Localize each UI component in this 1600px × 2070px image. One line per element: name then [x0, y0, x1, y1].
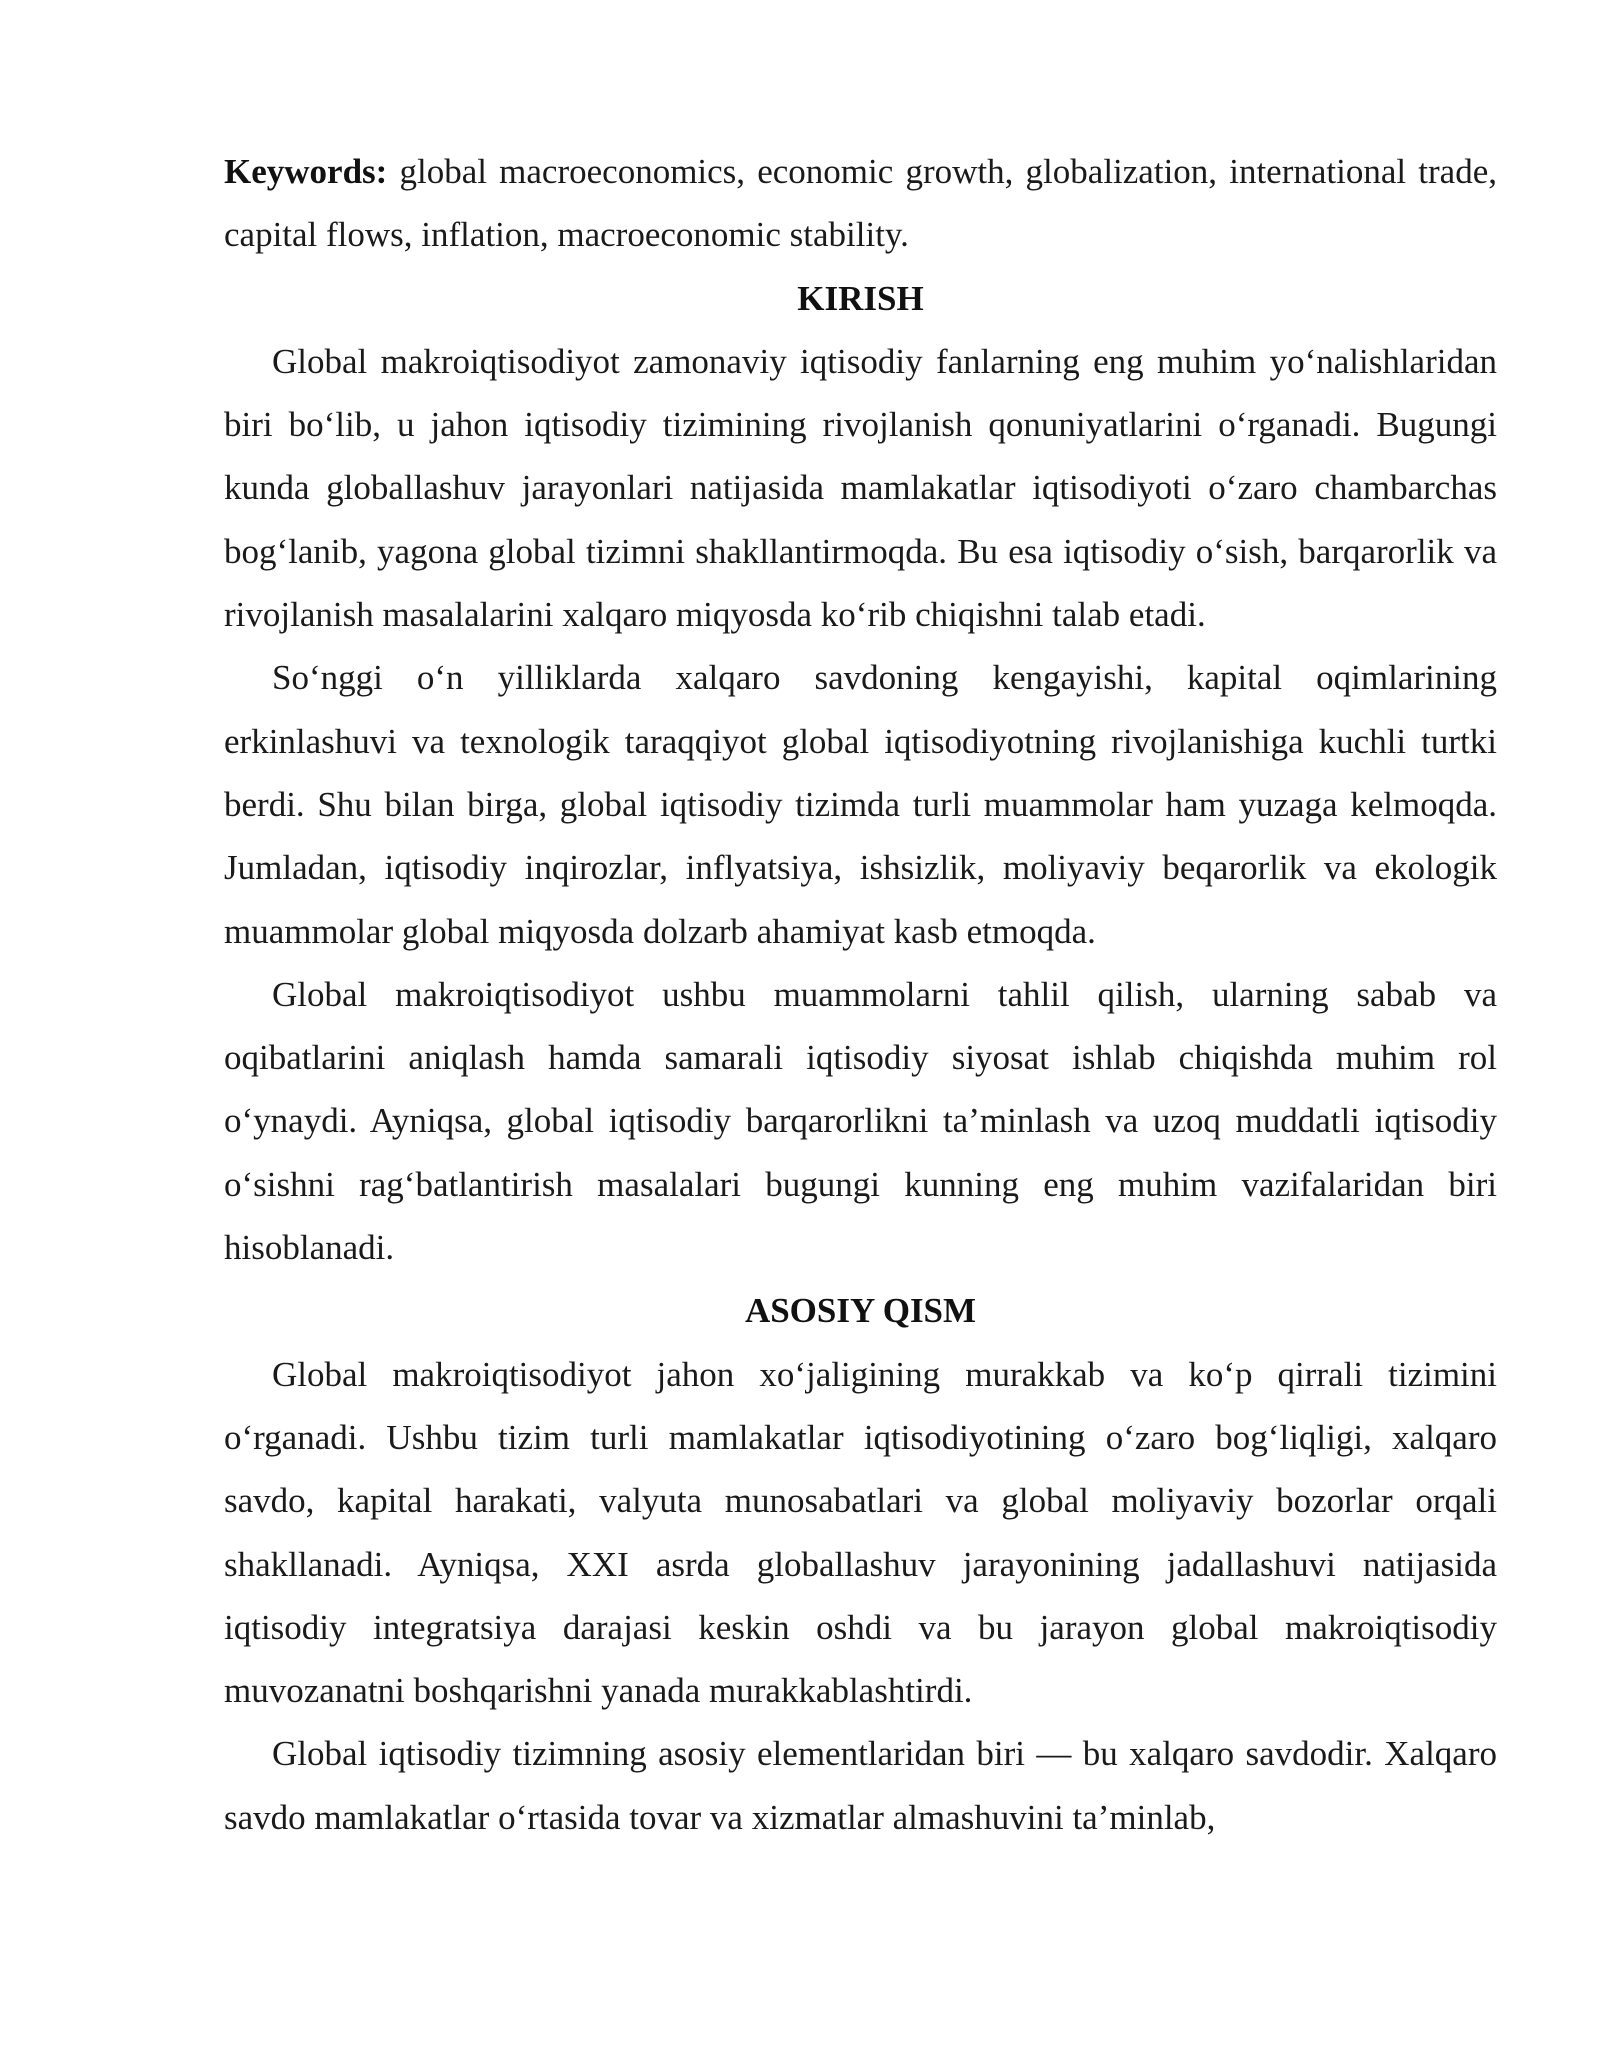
keywords-label: Keywords: [224, 152, 388, 191]
section-heading-asosiy-qism: ASOSIY QISM [744, 1291, 977, 1331]
section-heading-kirish: KIRISH [797, 278, 924, 318]
body-paragraph: Global makroiqtisodiyot jahon xo‘jaligining murakkab va ko‘p qirrali tizimini o‘rganadi. Ushbu tizim turli mamlakatlar iqtisodiyotining o‘zaro bog‘liqligi, xalqaro savdo, kapital harakati, valyuta munosabatlari va global moliyaviy bozorlar orqali shakllanadi. Ayniqsa, XXI asrda globallashuv jarayonining jadallashuvi natijasida iqtisodiy integratsiya darajasi keskin oshdi va bu jarayon global makroiqtisodiy muvozanatni boshqarishni yanada murakkablashtirdi. [224, 1354, 1497, 1711]
keywords-paragraph [224, 140, 1497, 267]
body-paragraph: So‘nggi o‘n yilliklarda xalqaro savdoning kengayishi, kapital oqimlarining erkinlashuvi va texnologik taraqqiyot global iqtisodiyotning rivojlanishiga kuchli turtki berdi. Shu bilan birga, global iqtisodiy tizimda turli muammolar ham yuzaga kelmoqda. Jumladan, iqtisodiy inqirozlar, inflyatsiya, ishsizlik, moliyaviy beqarorlik va ekologik muammolar global miqyosda dolzarb ahamiyat kasb etmoqda. [224, 658, 1497, 951]
keywords-text: global macroeconomics, economic growth, globalization, international trade, capital flows, inflation, macroeconomic stability. [224, 152, 1497, 255]
body-paragraph: Global makroiqtisodiyot ushbu muammolarni tahlil qilish, ularning sabab va oqibatlarini aniqlash hamda samarali iqtisodiy siyosat ishlab chiqishda muhim rol o‘ynaydi. Ayniqsa, global iqtisodiy barqarorlikni ta’minlash va uzoq muddatli iqtisodiy o‘sishni rag‘batlantirish masalalari bugungi kunning eng muhim vazifalaridan biri hisoblanadi. [224, 974, 1497, 1268]
body-paragraph: Global makroiqtisodiyot zamonaviy iqtisodiy fanlarning eng muhim yo‘nalishlaridan biri bo‘lib, u jahon iqtisodiy tizimining rivojlanish qonuniyatlarini o‘rganadi. Bugungi kunda globallashuv jarayonlari natijasida mamlakatlar iqtisodiyoti o‘zaro chambarchas bog‘lanib, yagona global tizimni shakllantirmoqda. Bu esa iqtisodiy o‘sish, barqarorlik va rivojlanish masalalarini xalqaro miqyosda ko‘rib chiqishni talab etadi. [224, 341, 1497, 635]
body-paragraph: Global iqtisodiy tizimning asosiy elementlaridan biri — bu xalqaro savdodir. Xalqaro savdo mamlakatlar o‘rtasida tovar va xizmatlar almashuvini ta’minlab, [224, 1734, 1497, 1837]
document-body [224, 140, 1497, 1849]
